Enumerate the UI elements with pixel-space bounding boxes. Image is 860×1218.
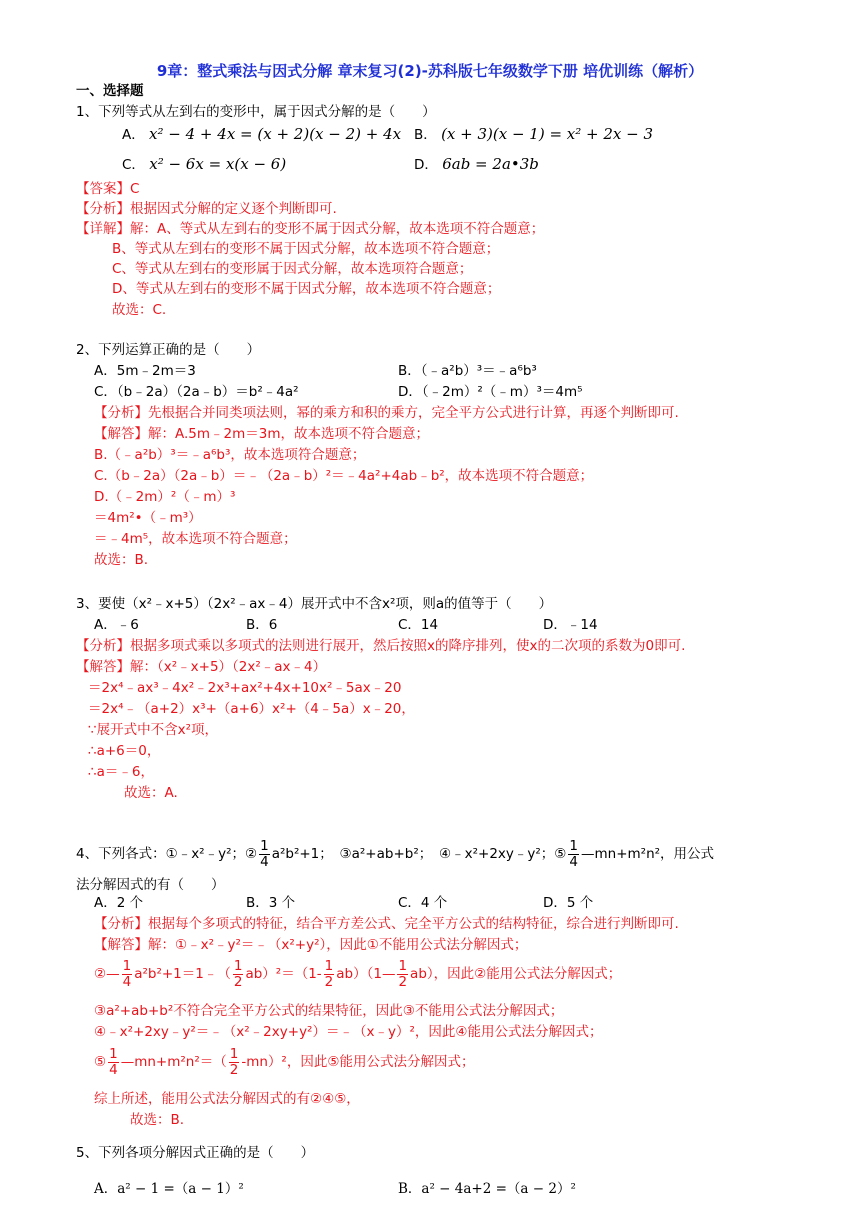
q3-option-b: B．6 <box>246 617 278 633</box>
q1-option-b-expr: (x + 3)(x − 1) = x² + 2x − 3 <box>441 125 654 143</box>
q2-solution-5: ＝4m²•（﹣m³） <box>94 510 202 526</box>
q2-solution-2: B.（﹣a²b）³＝﹣a⁶b³，故本选项符合题意； <box>94 447 366 463</box>
q2-option-c: C．（b﹣2a）（2a﹣b）＝b²﹣4a² <box>94 384 299 400</box>
q2-stem: 2、下列运算正确的是（ ） <box>76 342 261 358</box>
q4-solution-fraction-half-2: $\frac{1}{2}$ <box>324 957 334 990</box>
q4-solution-6: 综上所述，能用公式法分解因式的有②④⑤， <box>94 1091 360 1107</box>
q4-solution-2: ②— $\frac{1}{4}$ a²b²+1＝1﹣（ $\frac{1}{2}$ ab）²＝（1- $\frac{1}{2}$ ab）（1— $\frac{1}{2}$ ab），因此②能用公式法分解因式； <box>94 957 622 990</box>
q3-solution-1: 【解答】解：（x²﹣x+5）（2x²﹣ax﹣4） <box>76 659 327 675</box>
q4-solution-fraction-half: $\frac{1}{2}$ <box>233 957 243 990</box>
q4-solution-1: 【解答】解：①﹣x²﹣y²＝﹣（x²+y²），因此①不能用公式法分解因式； <box>94 937 528 953</box>
section-heading: 一、选择题 <box>76 83 144 99</box>
q4-stem: 4、下列各式：①﹣x²﹣y²；② $\frac{1}{4}$ a²b²+1； ③a²+ab+b²； ④﹣x²+2xy﹣y²；⑤ $\frac{1}{4}$ —mn+m²n²，用公式 <box>76 837 715 870</box>
q4-solution-5: ⑤ $\frac{1}{4}$ —mn+m²n²＝（ $\frac{1}{2}$ -mn）²，因此⑤能用公式法分解因式； <box>94 1045 475 1078</box>
q4-solution-3: ③a²+ab+b²不符合完全平方公式的结果特征，因此③不能用公式法分解因式； <box>94 1003 564 1019</box>
q4-analysis: 【分析】根据每个多项式的特征，结合平方差公式、完全平方公式的结构特征，综合进行判断即可. <box>94 916 679 932</box>
q3-solution-3: ＝2x⁴﹣（a+2）x³+（a+6）x²+（4﹣5a）x﹣20， <box>88 701 415 717</box>
q2-option-a: A．5m﹣2m＝3 <box>94 363 196 379</box>
q4-stem-part-3: mn+m²n²，用公式 <box>594 846 715 862</box>
q2-analysis: 【分析】先根据合并同类项法则，幂的乘方和积的乘方，完全平方公式进行计算，再逐个判断即可. <box>94 405 679 421</box>
q4-stem-fraction-quarter: $\frac{1}{4}$ <box>260 837 269 870</box>
q3-solution-7: 故选：A. <box>124 785 178 801</box>
q1-option-b-label: B． <box>414 127 437 143</box>
q3-stem: 3、要使（x²﹣x+5）（2x²﹣ax﹣4）展开式中不含x²项，则a的值等于（ ） <box>76 596 553 612</box>
page-title: 9章：整式乘法与因式分解 章末复习(2)-苏科版七年级数学下册 培优训练（解析） <box>156 62 704 80</box>
q1-option-a <box>122 125 401 144</box>
q3-solution-4: ∵展开式中不含x²项， <box>88 722 218 738</box>
q4-option-d: D．5 个 <box>543 895 594 911</box>
q1-option-d-label: D． <box>414 157 438 173</box>
q2-solution-1: 【解答】解：A.5m﹣2m＝3m，故本选项不符合题意； <box>94 426 430 442</box>
q2-option-d: D．（﹣2m）²（﹣m）³＝4m⁵ <box>398 384 583 400</box>
q3-solution-2: ＝2x⁴﹣ax³﹣4x²﹣2x³+ax²+4x+10x²﹣5ax﹣20 <box>88 680 402 696</box>
q1-detail-1: 【详解】解：A、等式从左到右的变形不属于因式分解，故本选项不符合题意； <box>76 221 545 237</box>
q4-option-c: C．4 个 <box>398 895 448 911</box>
q3-solution-6: ∴a＝﹣6， <box>88 764 154 780</box>
q1-detail-5: 故选：C. <box>112 302 167 318</box>
q2-solution-4: D.（﹣2m）²（﹣m）³ <box>94 489 236 505</box>
q4-stem-line-2: 法分解因式的有（ ） <box>76 877 225 893</box>
q3-analysis: 【分析】根据多项式乘以多项式的法则进行展开，然后按照x的降序排列，使x的二次项的系数为0即可. <box>76 638 686 654</box>
q4-solution-fraction-half-4: $\frac{1}{2}$ <box>229 1045 239 1078</box>
q3-solution-5: ∴a+6＝0， <box>88 743 161 759</box>
q5-option-a: A．a² − 1 =（a − 1）² <box>94 1181 244 1197</box>
q4-option-b: B．3 个 <box>246 895 296 911</box>
q2-solution-7: 故选：B. <box>94 552 149 568</box>
q3-option-a: A．﹣6 <box>94 617 139 633</box>
q1-option-c <box>122 155 286 174</box>
q1-detail-2: B、等式从左到右的变形不属于因式分解，故本选项不符合题意； <box>112 241 500 257</box>
q1-option-c-label: C． <box>122 157 145 173</box>
q1-answer: 【答案】C <box>76 181 140 197</box>
q4-stem-fraction-quarter-2: $\frac{1}{4}$ <box>569 837 578 870</box>
q2-option-b: B．（﹣a²b）³＝﹣a⁶b³ <box>398 363 537 379</box>
q1-analysis: 【分析】根据因式分解的定义逐个判断即可. <box>76 201 337 217</box>
q1-option-d-expr: 6ab = 2a•3b <box>442 155 539 173</box>
q4-solution-7: 故选：B. <box>130 1112 185 1128</box>
q3-option-d: D．﹣14 <box>543 617 598 633</box>
q1-detail-4: D、等式从左到右的变形不属于因式分解，故本选项不符合题意； <box>112 281 501 297</box>
q5-stem: 5、下列各项分解因式正确的是（ ） <box>76 1145 315 1161</box>
q4-option-a: A．2 个 <box>94 895 144 911</box>
q4-solution-fraction-quarter: $\frac{1}{4}$ <box>122 957 132 990</box>
q1-option-d <box>414 155 539 174</box>
q4-stem-part-1: 4、下列各式：①﹣x²﹣y²；② <box>76 846 258 862</box>
q2-solution-3: C.（b﹣2a）（2a﹣b）＝﹣（2a﹣b）²＝﹣4a²+4ab﹣b²，故本选项不符合题意； <box>94 468 594 484</box>
q2-solution-6: ＝﹣4m⁵，故本选项不符合题意； <box>94 531 297 547</box>
q4-solution-fraction-quarter-2: $\frac{1}{4}$ <box>109 1045 118 1078</box>
q4-solution-fraction-half-3: $\frac{1}{2}$ <box>398 957 408 990</box>
q1-detail-3: C、等式从左到右的变形属于因式分解，故本选项符合题意； <box>112 261 473 277</box>
q4-solution-4: ④﹣x²+2xy﹣y²＝﹣（x²﹣2xy+y²）＝﹣（x﹣y）²，因此④能用公式法分解因式； <box>94 1024 603 1040</box>
q3-option-c: C．14 <box>398 617 439 633</box>
q1-option-b <box>414 125 653 144</box>
q4-stem-part-2: a²b²+1； ③a²+ab+b²； ④﹣x²+2xy﹣y²；⑤ <box>271 846 567 862</box>
q1-option-c-expr: x² − 6x = x(x − 6) <box>149 155 287 173</box>
q5-option-b: B．a² − 4a+2 =（a − 2）² <box>398 1181 576 1197</box>
q1-option-a-expr: x² − 4 + 4x = (x + 2)(x − 2) + 4x <box>149 125 402 143</box>
q1-stem: 1、下列等式从左到右的变形中，属于因式分解的是（ ） <box>76 104 436 120</box>
q1-option-a-label: A． <box>122 127 145 143</box>
